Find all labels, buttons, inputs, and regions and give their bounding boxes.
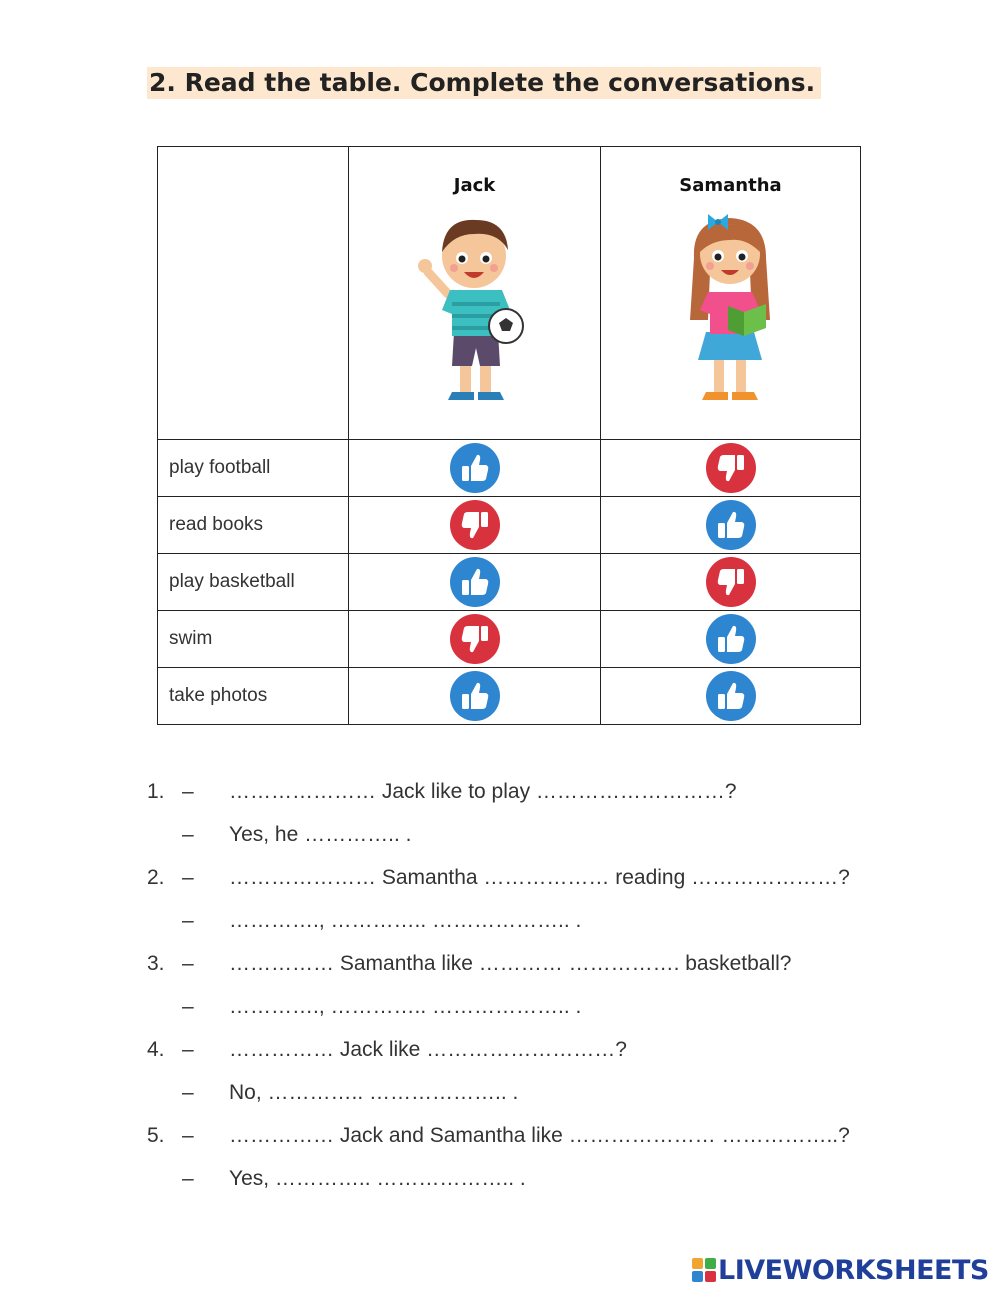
activity-row [158, 497, 861, 554]
question-line: ………………… Jack like to play ………………………? [229, 780, 737, 803]
dash-marker: – [182, 823, 194, 846]
thumbs-up-icon [449, 670, 501, 722]
activity-label: read books [158, 497, 349, 554]
activity-row [158, 554, 861, 611]
question-line: …………… Jack and Samantha like ………………… ……………..? [229, 1124, 850, 1147]
dash-marker: – [182, 995, 194, 1018]
thumbs-down-icon [449, 613, 501, 665]
answer-line: No, ………….. ……………….. . [229, 1081, 519, 1104]
preferences-table [157, 146, 861, 725]
question-number: 4. [147, 1038, 165, 1061]
thumbs-down-icon [705, 442, 757, 494]
samantha-preference-cell [601, 497, 861, 554]
jack-preference-cell [349, 668, 601, 725]
samantha-preference-cell [601, 611, 861, 668]
question-line: …………… Jack like ………………………? [229, 1038, 627, 1061]
thumbs-up-icon [705, 670, 757, 722]
question-number: 3. [147, 952, 165, 975]
dash-marker: – [182, 1167, 194, 1190]
question-number: 2. [147, 866, 165, 889]
girl-with-book-illustration [666, 202, 796, 412]
activity-label: take photos [158, 668, 349, 725]
dash-marker: – [182, 1124, 194, 1147]
answer-line: Yes, he ………….. . [229, 823, 412, 846]
activity-label: play football [158, 440, 349, 497]
jack-preference-cell [349, 554, 601, 611]
question-number: 1. [147, 780, 165, 803]
jack-name: Jack [453, 175, 496, 196]
jack-preference-cell [349, 440, 601, 497]
activity-row [158, 668, 861, 725]
jack-preference-cell [349, 611, 601, 668]
activity-row [158, 611, 861, 668]
activity-label: swim [158, 611, 349, 668]
thumbs-up-icon [449, 556, 501, 608]
dash-marker: – [182, 866, 194, 889]
dash-marker: – [182, 780, 194, 803]
samantha-preference-cell [601, 668, 861, 725]
question-line: ………………… Samantha ……………… reading …………………? [229, 866, 850, 889]
activity-rows [158, 440, 861, 725]
table-header-row [158, 147, 861, 440]
empty-header-cell [158, 147, 349, 440]
dash-marker: – [182, 1038, 194, 1061]
dash-marker: – [182, 952, 194, 975]
samantha-preference-cell [601, 440, 861, 497]
liveworksheets-logo [692, 1254, 989, 1286]
samantha-name: Samantha [679, 175, 782, 196]
thumbs-down-icon [705, 556, 757, 608]
thumbs-up-icon [705, 499, 757, 551]
activity-label: play basketball [158, 554, 349, 611]
thumbs-down-icon [449, 499, 501, 551]
samantha-preference-cell [601, 554, 861, 611]
jack-preference-cell [349, 497, 601, 554]
thumbs-up-icon [705, 613, 757, 665]
jack-column-header [349, 147, 601, 440]
boy-with-ball-illustration [410, 202, 540, 412]
activity-row [158, 440, 861, 497]
answer-line: …………., ………….. ……………….. . [229, 909, 582, 932]
question-number: 5. [147, 1124, 165, 1147]
thumbs-up-icon [449, 442, 501, 494]
logo-squares-icon [692, 1258, 716, 1282]
question-line: …………… Samantha like ………… ……………. basketball? [229, 952, 792, 975]
answer-line: Yes, ………….. ……………….. . [229, 1167, 526, 1190]
samantha-column-header [601, 147, 861, 440]
exercise-heading: 2. Read the table. Complete the conversations. [147, 67, 821, 99]
logo-text: LIVEWORKSHEETS [718, 1254, 989, 1286]
dash-marker: – [182, 909, 194, 932]
answer-line: …………., ………….. ……………….. . [229, 995, 582, 1018]
dash-marker: – [182, 1081, 194, 1104]
